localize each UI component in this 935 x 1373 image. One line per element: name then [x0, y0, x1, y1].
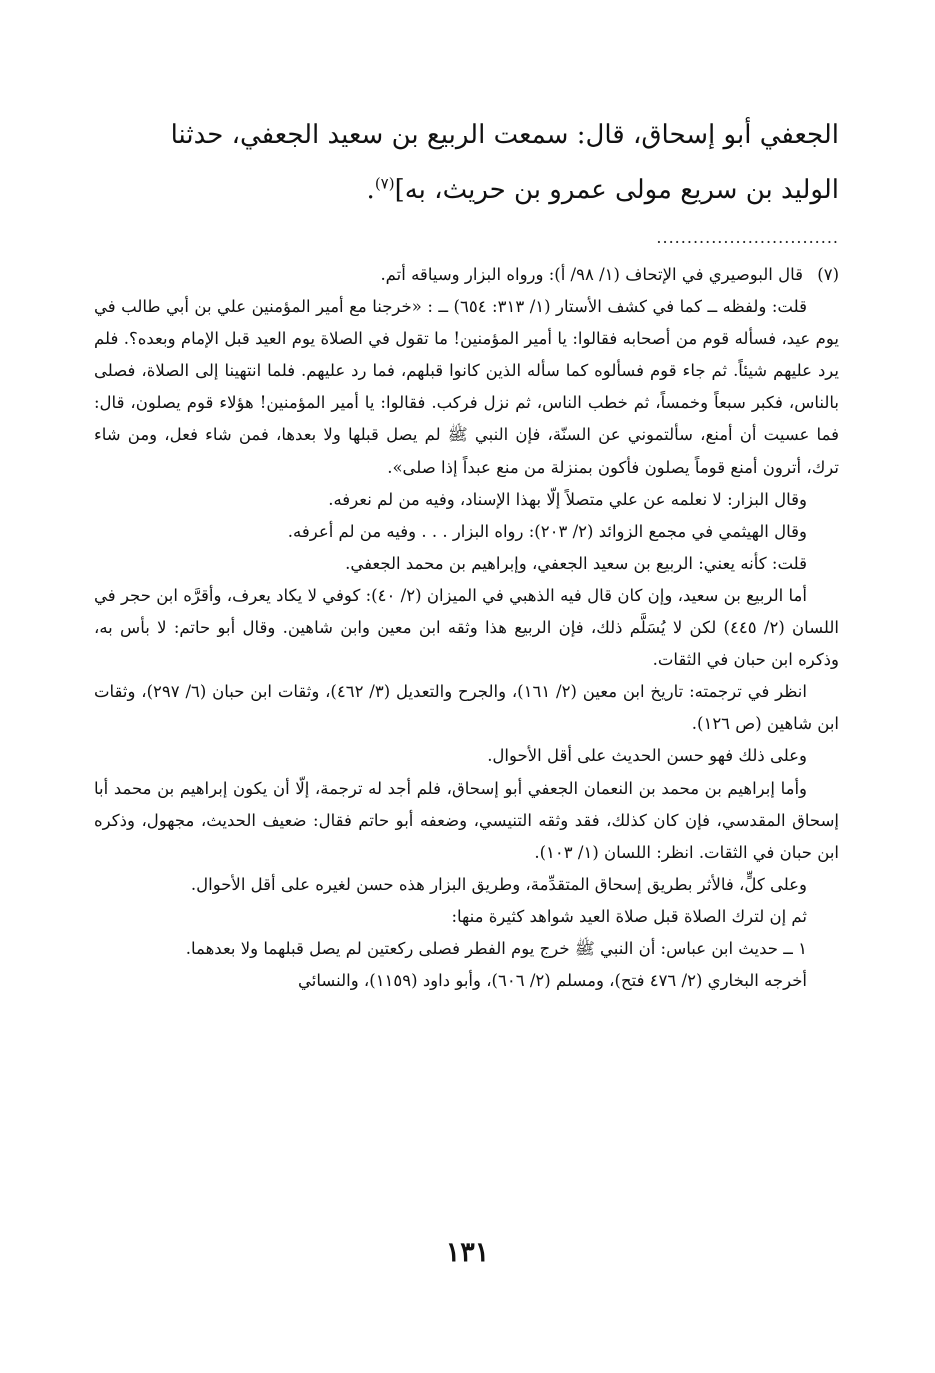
footnote-paragraph: وقال الهيثمي في مجمع الزوائد (٢/ ٢٠٣): رواه البزار . . . وفيه من لم أعرفه.	[287, 521, 807, 541]
footnote-paragraph: وقال البزار: لا نعلمه عن علي متصلاً إلّا بهذا الإسناد، وفيه من لم نعرفه.	[328, 489, 807, 509]
footnote-paragraph: أخرجه البخاري (٢/ ٤٧٦ فتح)، ومسلم (٢/ ٦٠٦)، وأبو داود (١١٥٩)، والنسائي	[298, 971, 807, 991]
main-text-block	[94, 108, 839, 218]
footnote-paragraph: أما الربيع بن سعيد، وإن كان قال فيه الذهبي في الميزان (٢/ ٤٠): كوفي لا يكاد يعرف، وأقرَّه ابن حجر في اللسان (٢/ ٤٤٥) لكن لا يُسَلَّم ذلك، فإن الربيع هذا وثقه ابن معين وابن شاهين. وقال أبو حاتم: لا بأس به، وذكره ابن حبان في الثقات.	[94, 585, 839, 670]
footnote-paragraph: قلت: كأنه يعني: الربيع بن سعيد الجعفي، وإبراهيم بن محمد الجعفي.	[345, 553, 807, 573]
footnote-paragraph: انظر في ترجمته: تاريخ ابن معين (٢/ ١٦١)، والجرح والتعديل (٣/ ٤٦٢)، وثقات ابن حبان (٦/ ٢٩٧)، وثقات ابن شاهين (ص ١٢٦).	[94, 682, 839, 734]
footnote-paragraph: قلت: ولفظه ــ كما في كشف الأستار (١/ ٣١٣: ٦٥٤) ــ : «خرجنا مع أمير المؤمنين علي بن أبي طالب في يوم عيد، فسأله قوم من أصحابه فقالوا: يا أمير المؤمنين! ما تقول في الصلاة يوم العيد قبل الإمام وبعده؟. فلم يرد عليهم شيئاً. ثم جاء قوم فسألوه كما سأله الذين كانوا قبلهم، فما رد عليهم. فلما انتهينا إلى الصلاة، فصلى بالناس، فكبر سبعاً وخمساً، ثم خطب الناس، ثم نزل فركب. فقالوا: يا أمير المؤمنين! هؤلاء قوم يصلون، قال: فما عسيت أن أمنع، سألتموني عن السنّة، فإن النبي ﷺ لم يصل قبلها ولا بعدها، فمن شاء فعل، ومن شاء ترك، أترون أمنع قوماً يصلون فأكون بمنزلة من منع عبداً إذا صلى».	[94, 297, 839, 477]
footnote-paragraph: وعلى ذلك فهو حسن الحديث على أقل الأحوال.	[487, 746, 807, 766]
page-number: ١٣١	[445, 1237, 490, 1268]
main-line-1: الجعفي أبو إسحاق، قال: سمعت الربيع بن سعيد الجعفي، حدثنا	[170, 120, 839, 150]
footnote-paragraph: ١ ــ حديث ابن عباس: أن النبي ﷺ خرج يوم الفطر فصلى ركعتين لم يصل قبلهما ولا بعدهما.	[185, 938, 807, 958]
footnote-paragraph: وأما إبراهيم بن محمد بن النعمان الجعفي أبو إسحاق، فلم أجد له ترجمة، إلّا أن يكون إبراهيم بن محمد أبا إسحاق المقدسي، فإن كان كذلك، فقد وثقه التنيسي، وضعفه أبو حاتم فقال: ضعيف الحديث، مجهول، وذكره ابن حبان في الثقات. انظر: اللسان (١/ ١٠٣).	[94, 778, 839, 862]
main-line-2-end: .	[366, 175, 375, 205]
footnote-paragraph: ثم إن لترك الصلاة قبل صلاة العيد شواهد كثيرة منها:	[451, 906, 807, 926]
main-text-line	[94, 163, 839, 218]
footnote-reference: (٧)	[374, 174, 395, 193]
footnote-paragraph: وعلى كلٍّ، فالأثر بطريق إسحاق المتقدِّمة، وطريق البزار هذه حسن لغيره على أقل الأحوال.	[190, 874, 807, 894]
main-line-2: الوليد بن سريع مولى عمرو بن حريث، به]	[394, 175, 839, 205]
footnote-marker: (٧)	[817, 265, 839, 284]
footnotes-block	[94, 259, 839, 997]
footnote-lead	[94, 259, 839, 291]
footnote-lead-text: قال البوصيري في الإتحاف (١/ ٩٨/ أ): ورواه البزار وسياقه أتم.	[380, 265, 803, 284]
main-text-line	[94, 108, 839, 163]
footnote-separator: ..............................	[656, 228, 839, 247]
